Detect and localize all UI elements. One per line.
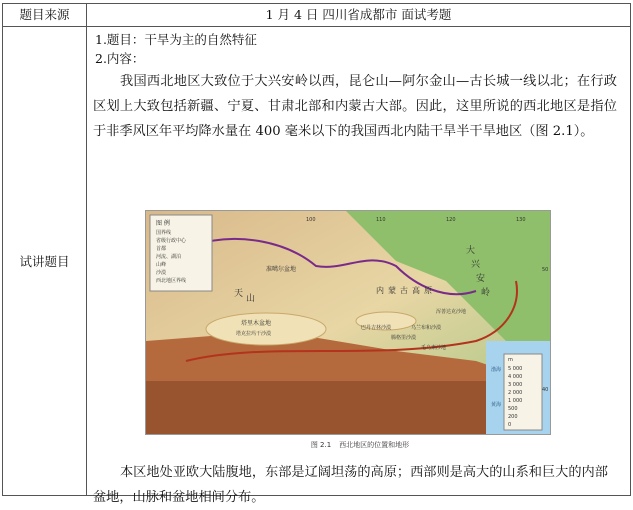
map-label: 内 [376,286,384,295]
map-label: 浑善达克沙地 [436,309,467,315]
legend-item: 山峰 [156,262,167,268]
degree-label: 40 [542,387,549,393]
elevation-value: 500 [508,406,518,412]
legend-item: 国界线 [156,230,172,236]
map-label: 兴 [471,260,481,270]
source-label: 题目来源 [19,7,70,22]
taklimakan-desert [206,313,326,345]
source-value: 1 月 4 日 四川省成都市 面试考题 [265,7,452,22]
map-label: 塔里木盆地 [241,320,272,327]
legend-item: 河流、湖泊 [156,254,182,260]
legend-item: 省级行政中心 [156,238,187,244]
map-label: 岭 [481,288,491,298]
info-table [2,3,631,505]
map-label: 巴丹吉林沙漠 [361,325,392,331]
degree-label: 110 [376,217,386,223]
elevation-value: 200 [508,414,518,420]
map-label: 古 [400,286,408,295]
map-label: 乌兰布和沙漠 [411,325,442,331]
map-label: 原 [424,286,432,295]
side-label-cell [3,27,87,496]
map-label: 黄海 [491,402,502,408]
elevation-value: 2 000 [508,390,523,396]
map-label: 塔克拉玛干沙漠 [236,331,272,337]
map-label: 天 [234,289,244,299]
paragraph-1: 我国西北地区大致位于大兴安岭以西，昆仑山—阿尔金山—古长城一线以北；在行政区划上大致包括新疆、宁夏、甘肃北部和内蒙古大部。因此，这里所说的西北地区是指位于非季风区年平均降水量在 400 毫米以下的我国西北内陆干旱半干旱地区（图 2.1）。 [93,74,617,139]
legend-item: 首都 [156,246,167,252]
side-label: 试讲题目 [19,254,70,269]
map-label: 安 [476,274,486,284]
caption-number: 图 2.1 [310,441,332,449]
degree-label: 120 [446,217,456,223]
map-label: 准噶尔盆地 [266,266,297,273]
elevation-value: 1 000 [508,398,523,404]
degree-label: 100 [306,217,316,223]
degree-label: 50 [542,267,549,273]
legend-item: 西北地区界线 [156,278,187,284]
figure-caption [87,440,633,450]
map-label: 大 [466,246,476,256]
map-label: 山 [246,294,256,304]
elevation-unit: m [508,357,513,363]
elevation-value: 5 000 [508,366,523,372]
elevation-value: 3 000 [508,382,523,388]
map-label: 毛乌素沙地 [421,345,447,351]
map-label: 渤海 [491,367,502,373]
terrain-map [145,210,551,435]
topic-line: 1.题目：干旱为主的自然特征 [95,32,257,47]
elevation-value: 0 [508,422,512,428]
content-area [87,27,630,505]
paragraph-2: 本区地处亚欧大陆腹地，东部是辽阔坦荡的高原；西部则是高大的山系和巨大的内部盆地，山脉和盆地相间分布。 [93,465,608,505]
degree-label: 130 [516,217,526,223]
map-label: 腾格里沙漠 [391,335,417,341]
map-label: 蒙 [388,286,396,295]
caption-title: 西北地区的位置和地形 [339,441,410,449]
map-label: 高 [412,286,420,295]
legend-title: 图 例 [156,220,170,227]
content-cell [87,27,631,505]
legend-item: 沙漠 [156,270,167,276]
content-heading: 2.内容： [95,51,145,66]
terrain-map-image [146,211,550,434]
source-label-cell [3,4,87,27]
source-value-cell [87,4,631,27]
elevation-value: 4 000 [508,374,523,380]
